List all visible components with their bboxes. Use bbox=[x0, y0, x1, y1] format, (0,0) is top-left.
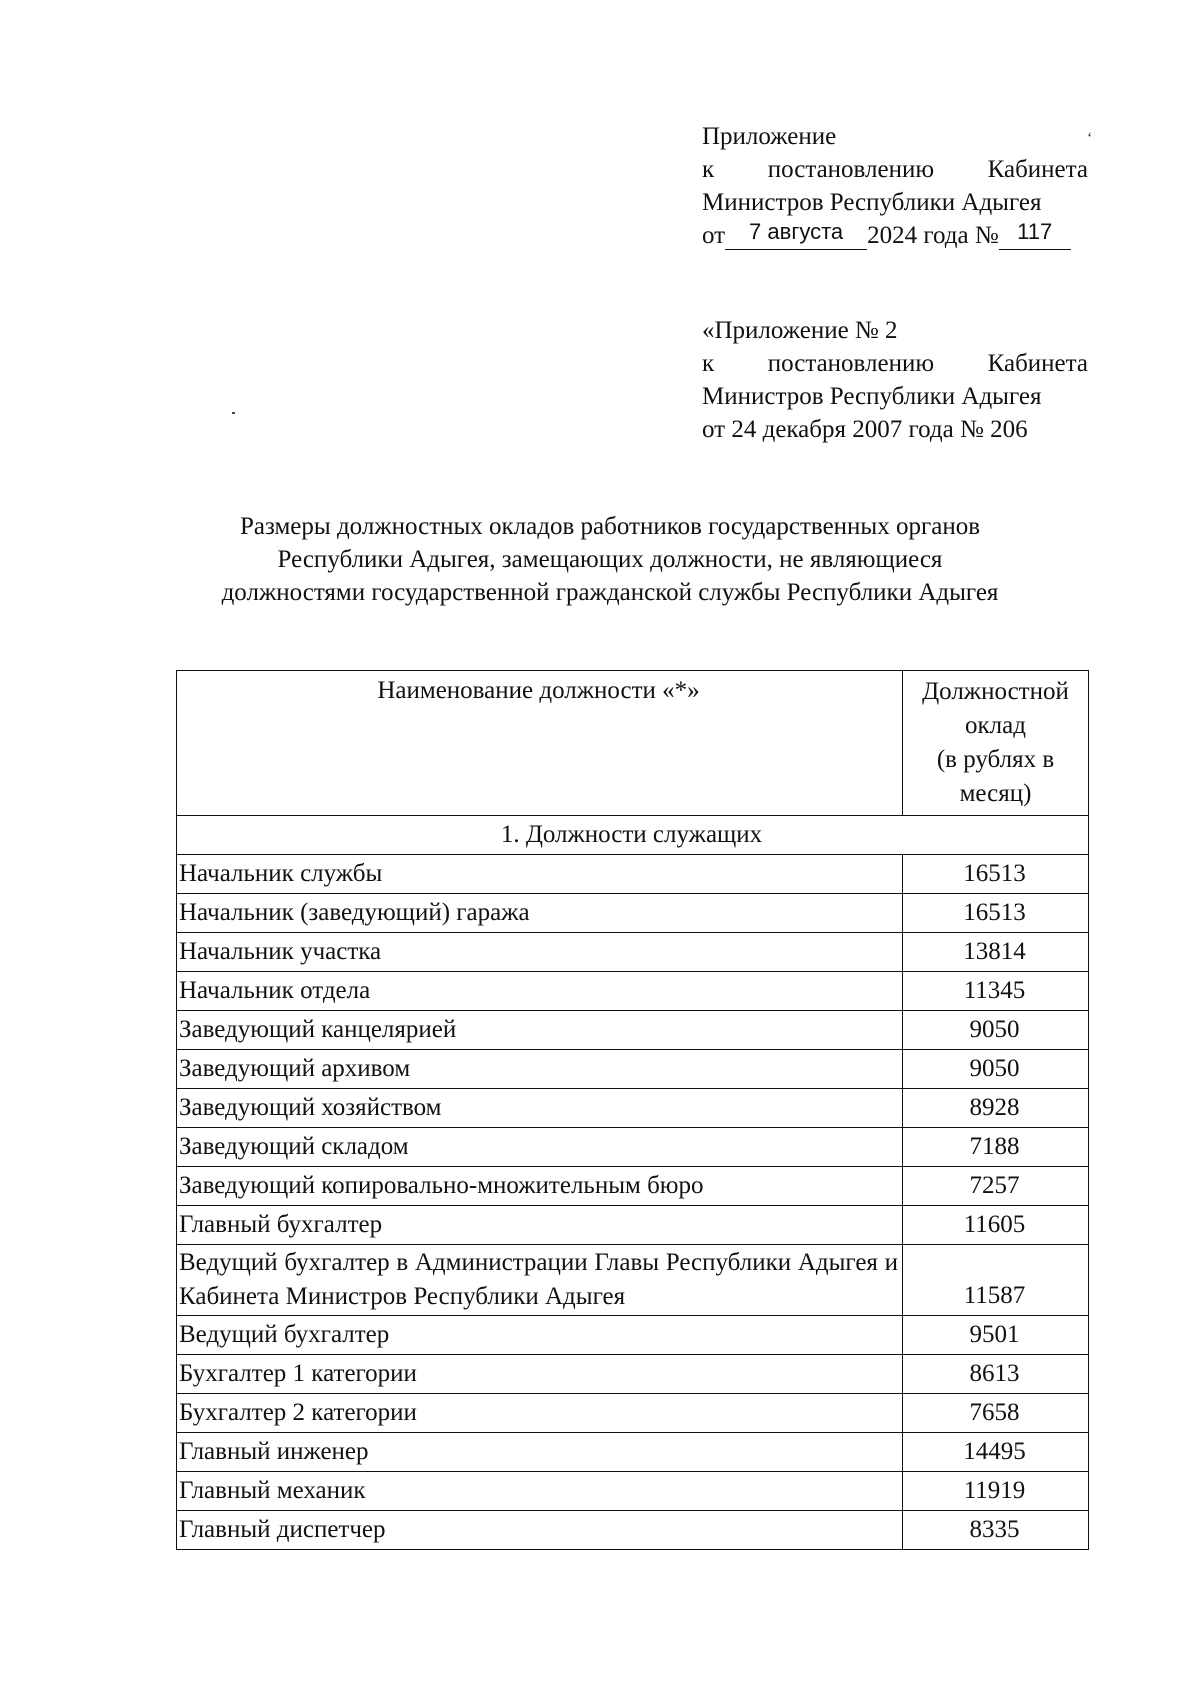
position-name: Начальник (заведующий) гаража bbox=[177, 894, 903, 933]
appendix-2-ministers: Министров Республики Адыгея bbox=[702, 383, 1042, 410]
table-row bbox=[177, 1011, 1089, 1050]
table-row bbox=[177, 1316, 1089, 1355]
scan-mark: ʻ bbox=[1087, 130, 1093, 147]
position-name: Бухгалтер 1 категории bbox=[177, 1355, 903, 1394]
position-salary: 8613 bbox=[903, 1355, 1089, 1394]
table-row bbox=[177, 894, 1089, 933]
appendix-cabinet: Кабинета bbox=[987, 156, 1088, 183]
appendix-date-handwritten: 7 августа bbox=[749, 219, 844, 244]
appendix-date-line bbox=[702, 219, 1088, 252]
table-row bbox=[177, 933, 1089, 972]
document-title bbox=[160, 510, 1060, 609]
table-row bbox=[177, 1206, 1089, 1245]
position-salary: 11919 bbox=[903, 1472, 1089, 1511]
position-salary: 7257 bbox=[903, 1167, 1089, 1206]
appendix-ministers: Министров Республики Адыгея bbox=[702, 189, 1042, 216]
position-salary: 11345 bbox=[903, 972, 1089, 1011]
position-salary: 13814 bbox=[903, 933, 1089, 972]
position-name: Главный инженер bbox=[177, 1433, 903, 1472]
position-name: Начальник отдела bbox=[177, 972, 903, 1011]
appendix-2-resolution-line bbox=[702, 347, 1088, 380]
position-name: Начальник участка bbox=[177, 933, 903, 972]
header-salary-line-4: месяц) bbox=[959, 780, 1032, 807]
position-name: Ведущий бухгалтер в Администрации Главы Республики Адыгея и Кабинета Министров Республики Адыгея bbox=[177, 1245, 903, 1316]
table-row bbox=[177, 1245, 1089, 1316]
table-row bbox=[177, 1355, 1089, 1394]
position-salary: 11605 bbox=[903, 1206, 1089, 1245]
table-row bbox=[177, 1089, 1089, 1128]
position-name: Заведующий складом bbox=[177, 1128, 903, 1167]
header-salary-line-2: оклад bbox=[965, 712, 1026, 739]
table-row bbox=[177, 1433, 1089, 1472]
appendix-number-handwritten: 117 bbox=[1017, 219, 1053, 244]
position-salary: 7188 bbox=[903, 1128, 1089, 1167]
appendix-2-title: «Приложение № 2 bbox=[702, 317, 898, 344]
salary-table bbox=[176, 670, 1089, 1550]
title-line-3: должностями государственной гражданской службы Республики Адыгея bbox=[221, 579, 999, 606]
table-row bbox=[177, 1128, 1089, 1167]
position-name: Ведущий бухгалтер bbox=[177, 1316, 903, 1355]
appendix-date-prefix: от bbox=[702, 222, 726, 249]
position-name: Начальник службы bbox=[177, 855, 903, 894]
section-row bbox=[177, 816, 1089, 855]
position-salary: 16513 bbox=[903, 894, 1089, 933]
appendix-resolution: постановлению bbox=[767, 156, 935, 183]
position-salary: 8335 bbox=[903, 1511, 1089, 1550]
table-row bbox=[177, 855, 1089, 894]
table-row bbox=[177, 1472, 1089, 1511]
appendix-k: к bbox=[702, 156, 715, 183]
position-name: Бухгалтер 2 категории bbox=[177, 1394, 903, 1433]
appendix-2-date: от 24 декабря 2007 года № 206 bbox=[702, 416, 1028, 443]
table-row bbox=[177, 1167, 1089, 1206]
appendix-title: Приложение bbox=[702, 123, 837, 150]
position-name: Главный бухгалтер bbox=[177, 1206, 903, 1245]
position-salary: 9050 bbox=[903, 1050, 1089, 1089]
title-line-2: Республики Адыгея, замещающих должности, не являющиеся bbox=[277, 546, 943, 573]
position-name: Заведующий канцелярией bbox=[177, 1011, 903, 1050]
position-salary: 7658 bbox=[903, 1394, 1089, 1433]
position-salary: 16513 bbox=[903, 855, 1089, 894]
appendix-2-k: к bbox=[702, 350, 715, 377]
appendix-date-year: 2024 года № bbox=[867, 222, 999, 249]
position-name: Главный механик bbox=[177, 1472, 903, 1511]
appendix-header bbox=[702, 120, 1088, 252]
position-salary: 9050 bbox=[903, 1011, 1089, 1050]
header-salary-line-3: (в рублях в bbox=[936, 746, 1055, 773]
position-name: Заведующий хозяйством bbox=[177, 1089, 903, 1128]
position-salary: 8928 bbox=[903, 1089, 1089, 1128]
table-row bbox=[177, 1050, 1089, 1089]
appendix-number-field bbox=[999, 219, 1071, 250]
position-salary: 11587 bbox=[903, 1245, 1089, 1316]
position-name: Главный диспетчер bbox=[177, 1511, 903, 1550]
appendix-resolution-line bbox=[702, 153, 1088, 186]
section-title: 1. Должности служащих bbox=[177, 816, 1089, 855]
title-line-1: Размеры должностных окладов работников государственных органов bbox=[239, 513, 981, 540]
table-row bbox=[177, 972, 1089, 1011]
position-name: Заведующий копировально-множительным бюро bbox=[177, 1167, 903, 1206]
scan-dot bbox=[232, 412, 235, 414]
appendix-2-cabinet: Кабинета bbox=[987, 350, 1088, 377]
table-row bbox=[177, 1394, 1089, 1433]
position-salary: 9501 bbox=[903, 1316, 1089, 1355]
appendix-2-resolution: постановлению bbox=[767, 350, 935, 377]
table-header-row bbox=[177, 671, 1089, 816]
position-salary: 14495 bbox=[903, 1433, 1089, 1472]
header-salary-line-1: Должностной bbox=[922, 678, 1069, 705]
appendix-date-field bbox=[725, 219, 867, 250]
header-salary bbox=[903, 671, 1089, 816]
appendix-2-header bbox=[702, 314, 1088, 446]
table-row bbox=[177, 1511, 1089, 1550]
header-position-name: Наименование должности «*» bbox=[177, 671, 903, 816]
position-name: Заведующий архивом bbox=[177, 1050, 903, 1089]
